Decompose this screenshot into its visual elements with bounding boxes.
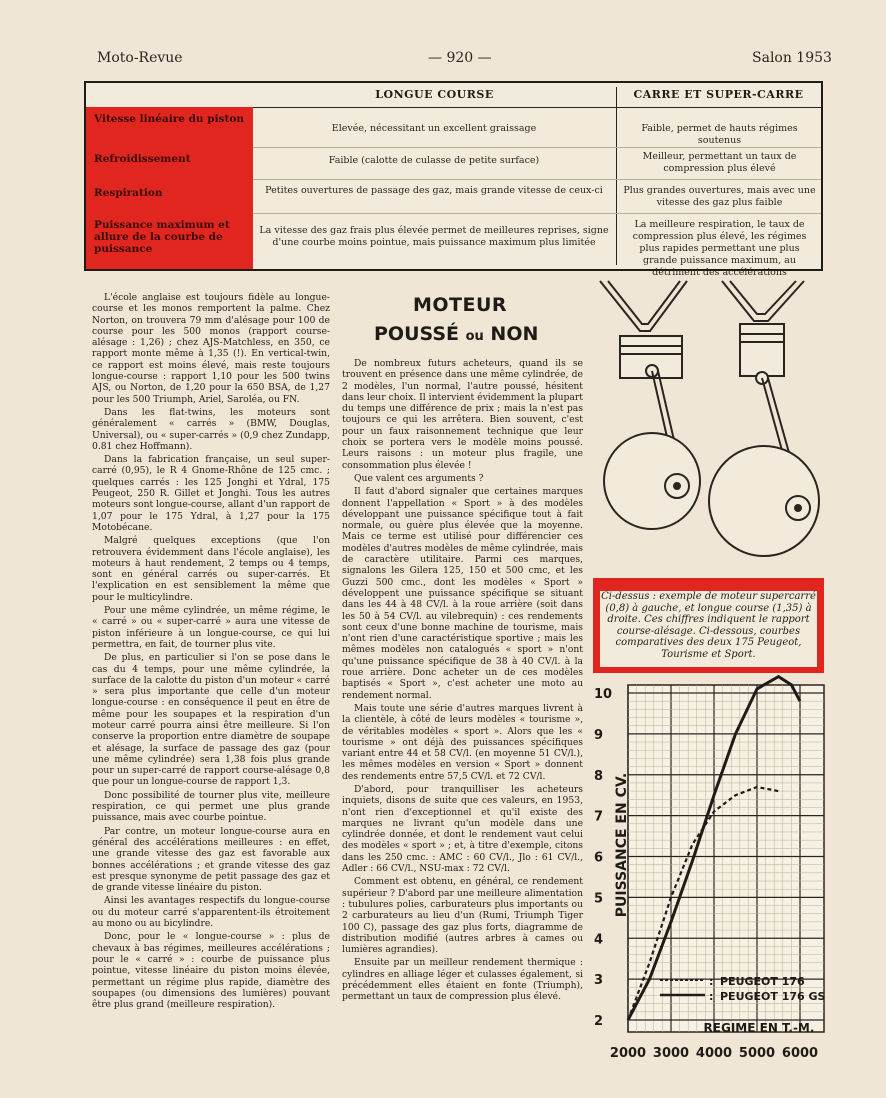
- row-label-power: Puissance maximum et allure de la courbe de puissance: [94, 219, 230, 255]
- middle-column: [342, 358, 583, 1005]
- table-row-labels: [86, 107, 253, 269]
- article-title-line2: POUSSÉ ou NON: [374, 323, 539, 345]
- engine-illustration: [592, 276, 832, 576]
- paragraph: Malgré quelques exceptions (que l'on retrouvera évidemment dans l'école anglaise), les moteurs à haut rendement, 2 temps ou 4 temps, sont en général carrés ou super-carrés. Et l'explication en est sensiblement la même que pour le multicylindre.: [92, 535, 330, 603]
- paragraph: Ainsi les avantages respectifs du longue-course ou du moteur carré s'apparentent-ils étroitement au mono ou au bicylindre.: [92, 895, 330, 930]
- paragraph: Donc possibilité de tourner plus vite, meilleure respiration, ce qui permet une plus grande puissance, mais avec courbe pointue.: [92, 789, 330, 824]
- x-axis-label: REGIME EN T.-M.: [703, 1021, 815, 1035]
- cell-cooling-long: Faible (calotte de culasse de petite surface): [328, 155, 540, 166]
- cell-speed-square: Faible, permet de hauts régimes soutenus: [641, 123, 798, 146]
- paragraph: Dans les flat-twins, les moteurs sont généralement « carrés » (BMW, Douglas, Universal), ou « super-carrés » (0,9 chez Zundapp, 0.81 chez Hoffmann).: [92, 406, 330, 452]
- row-label-cooling: Refroidissement: [94, 153, 191, 165]
- paragraph: Dans la fabrication française, un seul super-carré (0,95), le R 4 Gnome-Rhône de 125 cmc. ; quelques carrés : les 125 Jonghi et Ydral, 175 Peugeot, 250 R. Gillet et Jonghi. Tous les autres moteurs sont longue-course, allant d'un rapport de 1,07 pour le 175 Ydral, à 1,27 pour la 175 Motobécane.: [92, 454, 330, 533]
- cell-speed-long: Elevée, nécessitant un excellent graissage: [331, 123, 537, 134]
- y-tick-label: 5: [594, 891, 604, 907]
- cell-power-long: La vitesse des gaz frais plus élevée permet de meilleures reprises, signe d'une courbe moins pointue, mais puissance maximum plus limitée: [259, 225, 609, 248]
- magazine-name: Moto-Revue: [97, 50, 183, 66]
- y-tick-label: 6: [594, 850, 604, 866]
- legend-peugeot-176-gs: PEUGEOT 176 GS: [720, 990, 826, 1003]
- table-divider: [616, 87, 617, 265]
- cell-power-square: La meilleure respiration, le taux de compression plus élevé, les régimes plus rapides permettant une plus grande puissance maximum, au détriment des accélérations: [632, 219, 807, 278]
- power-curve-chart: [580, 675, 830, 1070]
- figure-caption-box: [593, 578, 824, 673]
- y-tick-label: 9: [594, 727, 604, 743]
- cell-cooling-square: Meilleur, permettant un taux de compression plus élevé: [642, 151, 797, 174]
- y-tick-label: 8: [594, 768, 604, 784]
- paragraph: De nombreux futurs acheteurs, quand ils se trouvent en présence dans une même cylindrée, de 2 modèles, l'un normal, l'autre poussé, hésitent dans leur choix. Il intervient évidemment la plupart du temps une différence de prix ; mais la n'est pas toujours ce qui les arrêtera. Bien souvent, c'est pour un faux raisonnement technique que leur choix se portera vers le modèle moins poussé. Leurs raisons : un moteur plus fragile, une consommation plus élevée !: [342, 358, 583, 471]
- paragraph: Donc, pour le « longue-course » : plus de chevaux à bas régimes, meilleures accélérations ; pour le « carré » : courbe de puissance plus pointue, vitesse linéaire du piston moins élevée, permettant un régime plus rapide, diamètre des soupapes (ou dimensions des lumières) pouvant être plus grand (meilleure respiration).: [92, 931, 330, 1011]
- paragraph: Que valent ces arguments ?: [354, 472, 484, 484]
- issue-title: Salon 1953: [752, 50, 832, 66]
- paragraph: Pour une même cylindrée, un même régime, le « carré » ou « super-carré » aura une vitesse de piston inférieure à un longue-course, ce qui lui permettra, en fait, de tourner plus vite.: [92, 605, 330, 650]
- paragraph: De plus, en particulier si l'on se pose dans le cas du 4 temps, pour une même cylindrée, la surface de la calotte du piston d'un moteur « carré » sera plus importante que celle d'un moteur longue-course : en conséquence il peut en être de même pour les soupapes et la respiration d'un moteur carré pourra ainsi être meilleure. Si l'on conserve la proportion entre diamètre de soupape et alésage, la surface de passage des gaz (pour une même cylindrée) sera 1,38 fois plus grande pour un super-carré de rapport course-alésage 0,8 que pour un longue-course de rapport 1,3.: [92, 652, 330, 788]
- y-tick-label: 2: [594, 1014, 604, 1029]
- article-title-line1: MOTEUR: [413, 294, 508, 316]
- paragraph: Par contre, un moteur longue-course aura en général des accélérations meilleures : en effet, une grande vitesse des gaz est favorable aux bonnes accélérations ; et grande vitesse des gaz est presque synonyme de petit passage des gaz et de grande vitesse linéaire du piston.: [92, 825, 330, 894]
- x-tick-label: 2000: [609, 1046, 647, 1061]
- y-axis-ticks: [594, 687, 612, 1029]
- row-label-breathing: Respiration: [94, 187, 163, 199]
- y-tick-label: 3: [594, 973, 604, 989]
- paragraph: Comment est obtenu, en général, ce rendement supérieur ? D'abord par une meilleure alimentation : tubulures polies, carburateurs plus importants ou 2 carburateurs au lieu d'un (Rumi, Triumph Tiger 100 C), passage des gaz plus forts, diagramme de distribution modifié (autres arbres à cames ou lumières agrandies).: [342, 876, 583, 956]
- svg-text::: :: [709, 990, 714, 1003]
- table-header-long: LONGUE COURSE: [375, 88, 494, 101]
- paragraph: Mais toute une série d'autres marques livrent à la clientèle, à côté de leurs modèles « tourisme », de véritables modèles « sport ». Alors que les « tourisme » ont déjà des puissances spécifiques variant entre 44 et 58 CV/l. (en moyenne 51 CV/l.), les mêmes modèles en version « Sport » donnent des rendements entre 57,5 CV/l. et 72 CV/l.: [342, 702, 583, 782]
- x-tick-label: 6000: [781, 1046, 819, 1061]
- table-header-square: CARRE ET SUPER-CARRE: [633, 88, 804, 101]
- cell-breathing-long: Petites ouvertures de passage des gaz, mais grande vitesse de ceux-ci: [265, 185, 603, 196]
- x-axis-ticks: [610, 1046, 818, 1061]
- x-tick-label: 4000: [695, 1046, 733, 1061]
- y-tick-label: 4: [594, 932, 604, 948]
- row-label-speed: Vitesse linéaire du piston: [94, 113, 244, 125]
- cell-breathing-square: Plus grandes ouvertures, mais avec une vitesse des gaz plus faible: [623, 185, 816, 208]
- legend-peugeot-176: PEUGEOT 176: [720, 975, 805, 988]
- svg-text::: :: [709, 975, 714, 988]
- comparison-table: [84, 81, 823, 278]
- y-tick-label: 10: [594, 687, 613, 702]
- y-axis-label: PUISSANCE EN CV.: [614, 772, 630, 918]
- page-number: — 920 —: [428, 50, 492, 66]
- x-tick-label: 5000: [738, 1046, 776, 1061]
- supersquare-engine-drawing: [600, 281, 700, 529]
- x-tick-label: 3000: [652, 1046, 690, 1061]
- paragraph: Ensuite par un meilleur rendement thermique : cylindres en alliage léger et culasses également, si précédemment elles étaient en fonte (Triumph), permettant un taux de compression plus élevé.: [342, 957, 583, 1003]
- y-tick-label: 7: [594, 809, 604, 825]
- paragraph: Il faut d'abord signaler que certaines marques donnent l'appellation « Sport » à des modèles développant une puissance spécifique tout à fait normale, ou guère plus élevée que la moyenne. Mais ce terme est utilisé pour différencier ces modèles d'autres modèles de même cylindrée, mais de caractère utilitaire. Parmi ces marques, signalons les Gilera 125, 150 et 500 cmc, et les Guzzi 500 cmc., dont les modèles « Sport » développent une puissance spécifique se situant dans les 44 à 48 CV/l. à la roue arrière (soit dans les 50 à 54 CV/l. au vilebrequin) : ces rendements sont ceux d'une bonne machine de tourisme, mais n'ont rien d'une caractéristique sportive ; mais les mêmes modèles non catalogués « sport » n'ont qu'une puissance spécifique de 38 à 40 CV/l. à la roue arrière. Donc acheter un de ces modèles baptisés « Sport », c'est acheter une moto au rendement normal.: [342, 486, 583, 701]
- figure-caption: Ci-dessus : exemple de moteur supercarré (0,8) à gauche, et longue course (1,35) à droite. Ces chiffres indiquent le rapport course-alésage. Ci-dessous, courbes comparatives des deux 175 Peugeot, Tourisme et Sport.: [600, 591, 817, 667]
- paragraph: L'école anglaise est toujours fidèle au longue-course et les monos remportent la palme. Chez Norton, on trouvera 79 mm d'alésage pour 100 de course pour les 500 monos (rapport course-alésage : 1,26) ; chez AJS-Matchless, en 350, ce rapport monte même à 1,35 (!). En vertical-twin, ce rapport est moins élevé, mais reste toujours longue-course : rapport 1,10 pour les 500 twins AJS, ou Norton, de 1,20 pour la 650 BSA, de 1,27 pour les 500 Triumph, Ariel, Saroléa, ou FN.: [92, 292, 330, 405]
- longstroke-engine-drawing: [709, 281, 819, 556]
- left-column: [92, 292, 330, 1012]
- paragraph: D'abord, pour tranquilliser les acheteurs inquiets, disons de suite que ces valeurs, en 1953, n'ont rien d'exceptionnel et qu'il existe des marques ne livrant qu'un modèle dans une cylindrée donnée, et dont le rendement vaut celui des modèles « sport » ; et, à titre d'exemple, citons dans les 250 cmc. : AMC : 60 CV/l., Jlo : 61 CV/l., Adler : 66 CV/l., NSU-max : 72 CV/l.: [342, 783, 583, 875]
